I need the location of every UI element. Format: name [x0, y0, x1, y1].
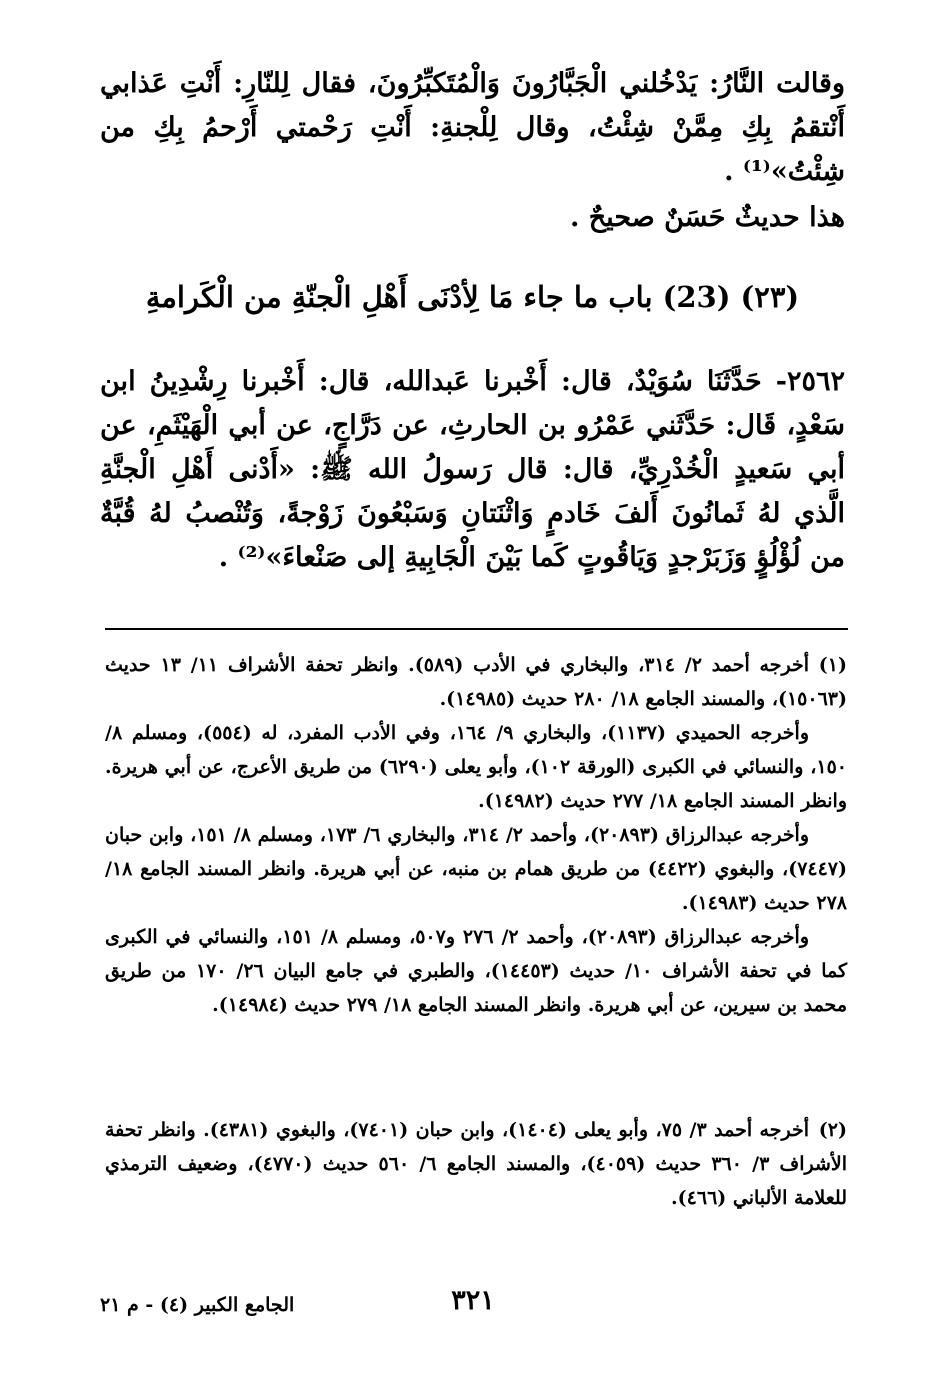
footnote-divider [105, 628, 848, 630]
footnote-text: أخرجه أحمد ٢/ ٣١٤، والبخاري في الأدب (٥٨٩). وانظر تحفة الأشراف ١١/ ١٣ حديث (١٥٠٦٣)، والمسند الجامع ١٨/ ٢٨٠ حديث (١٤٩٨٥). [105, 654, 847, 710]
chapter-heading: (٢٣) (23) باب ما جاء مَا لِأدْنَى أَهْلِ الْجنّةِ من الْكَرامةِ [145, 280, 800, 314]
footnote-number: (١) [818, 654, 847, 676]
footnote-paragraph [105, 648, 847, 716]
intro-paragraph: وقالت النَّارُ: يَدْخُلني الْجَبَّارُونَ وَالْمُتَكبِّرُونَ، فقال لِلنّارِ: أَنْتِ عَذابي أَنْتقمُ بِكِ مِمَّنْ شِئْتُ، وقال لِلْجنةِ: أَنْتِ رَحْمتي أَرْحمُ بِكِ من شِئْتُ»⁽¹⁾ . [100, 68, 845, 187]
footnote-paragraph: وأخرجه عبدالرزاق (٢٠٨٩٣)، وأحمد ٢/ ٢٧٦ و٥٠٧، ومسلم ٨/ ١٥١، والنسائي في الكبرى كما في تحفة الأشراف ١٠/ حديث (١٤٤٥٣)، والطبري في جامع البيان ٢٦/ ١٧٠ من طريق محمد بن سيرين، عن أبي هريرة. وانظر المسند الجامع ١٨/ ٢٧٩ حديث (١٤٩٨٤). [105, 926, 848, 1016]
hadith-grading: هذا حديثٌ حَسَنٌ صحيحٌ . [569, 202, 845, 233]
footnote-paragraph: وأخرجه عبدالرزاق (٢٠٨٩٣)، وأحمد ٢/ ٣١٤، والبخاري ٦/ ١٧٣، ومسلم ٨/ ١٥١، وابن حبان (٧٤٤٧)، والبغوي (٤٤٢٢) من طريق همام بن منبه، عن أبي هريرة. وانظر المسند الجامع ١٨/ ٢٧٨ حديث (١٤٩٨٣). [105, 824, 848, 914]
footnote-paragraph: وأخرجه الحميدي (١١٣٧)، والبخاري ٩/ ١٦٤، وفي الأدب المفرد، له (٥٥٤)، ومسلم ٨/ ١٥٠، والنسائي في الكبرى (الورقة ١٠٢)، وأبو يعلى (٦٢٩٠) من طريق الأعرج، عن أبي هريرة. وانظر المسند الجامع ١٨/ ٢٧٧ حديث (١٤٩٨٢). [105, 722, 848, 812]
footnote-number: (٢) [818, 1119, 847, 1141]
hadith-text: ٢٥٦٢- حَدَّثَنَا سُوَيْدٌ، قال: أَخْبرنا عَبدالله، قال: أَخْبرنا رِشْدِينُ ابن سَعْدٍ، قَال: حَدَّثَني عَمْرُو بن الحارثِ، عن دَرَّاجٍ، عن أبي الْهَيْثَمِ، عن أبي سَعيدٍ الْخُدْرِيِّ، قال: قال رَسولُ الله ﷺ: «أَدْنى أَهْلِ الْجنَّةِ الَّذي لهُ ثَمانُونَ أَلفَ خَادمٍ وَاثْنَتانِ وَسَبْعُونَ زَوْجةً، وَتُنْصبُ لهُ قُبَّةٌ من لُؤْلُؤٍ وَزَبَرْجدٍ وَيَاقُوتٍ كَما بَيْنَ الْجَابِيةِ إلى صَنْعاءَ»⁽²⁾ . [100, 366, 846, 573]
footnote-text: أخرجه أحمد ٣/ ٧٥، وأبو يعلى (١٤٠٤)، وابن حبان (٧٤٠١)، والبغوي (٤٣٨١). وانظر تحفة الأشراف ٣/ ٣٦٠ حديث (٤٠٥٩)، والمسند الجامع ٦/ ٥٦٠ حديث (٤٧٧٠)، وضعيف الترمذي للعلامة الألباني (٤٦٦). [105, 1119, 847, 1209]
volume-signature: الجامع الكبير (٤) - م ٢١ [100, 1294, 295, 1316]
page-number: ٣٢١ [451, 1285, 495, 1316]
footnote-2 [105, 1113, 847, 1215]
footnote-1 [105, 648, 847, 1022]
footnote-paragraph [105, 1113, 847, 1215]
